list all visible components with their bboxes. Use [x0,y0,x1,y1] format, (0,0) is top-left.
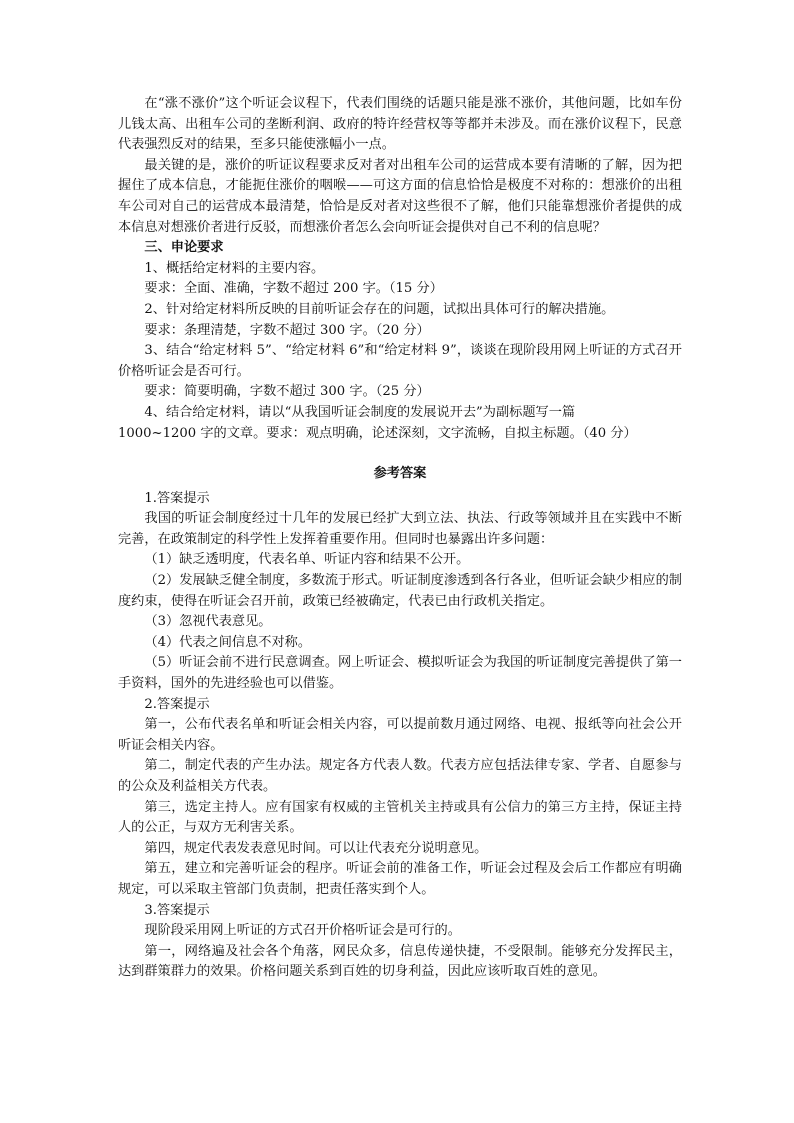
requirement-item-4-continued: 1000~1200 字的文章。要求：观点明确，论述深刻，文字流畅，自拟主标题。（40 分） [118,425,637,441]
requirements-heading: 三、申论要求 [144,240,224,256]
answer-1-point: （2）发展缺乏健全制度，多数流于形式。听证制度渗透到各行各业，但听证会缺少相应的制度约束，使得在听证会召开前，政策已经被确定，代表已由行政机关指定。 [118,573,682,609]
answer-1-point: （3）忽视代表意见。 [144,614,272,630]
requirement-note-1: 要求：全面、准确，字数不超过 200 字。（15 分） [144,281,443,297]
requirement-note-3: 要求：简要明确，字数不超过 300 字。（25 分） [144,384,430,400]
answer-3-point: 第一，网络遍及社会各个角落，网民众多，信息传递快捷，不受限制。能够充分发挥民主，达到群策群力的效果。价格问题关系到百姓的切身利益，因此应该听取百姓的意见。 [118,943,682,980]
requirement-item-3: 3、结合“给定材料 5”、“给定材料 6”和“给定材料 9”，谈谈在现阶段用网上听证的方式召开价格听证会是否可行。 [118,343,682,379]
material-paragraph-1: 在“涨不涨价”这个听证会议程下，代表们围绕的话题只能是涨不涨价，其他问题，比如车份儿钱太高、出租车公司的垄断利润、政府的特许经营权等等都并未涉及。而在涨价议程下，民意代表强烈反对的结果，至多只能使涨幅小一点。 [118,96,682,153]
answer-2-point: 第五，建立和完善听证会的程序。听证会前的准备工作，听证会过程及会后工作都应有明确规定，可以采取主管部门负责制，把责任落实到个人。 [118,861,682,897]
requirement-note-2: 要求：条理清楚，字数不超过 300 字。（20 分） [144,322,430,338]
answer-2-point: 第三，选定主持人。应有国家有权威的主管机关主持或具有公信力的第三方主持，保证主持人的公正，与双方无利害关系。 [118,799,682,836]
answer-2-point: 第四，规定代表发表意见时间。可以让代表充分说明意见。 [144,840,488,856]
material-paragraph-2: 最关键的是，涨价的听证议程要求反对者对出租车公司的运营成本要有清晰的了解，因为把握住了成本信息，才能扼住涨价的咽喉——可这方面的信息恰恰是极度不对称的：想涨价的出租车公司对自己的运营成本最清楚，恰恰是反对者对这些很不了解，他们只能靠想涨价者提供的成本信息对想涨价者进行反驳，而想涨价者怎么会向听证会提供对自己不利的信息呢？ [118,157,682,235]
answer-1-point: （1）缺乏透明度，代表名单、听证内容和结果不公开。 [144,552,470,568]
answers-title: 参考答案 [373,466,427,482]
answer-1-point: （5）听证会前不进行民意调查。网上听证会、模拟听证会为我国的听证制度完善提供了第一手资料，国外的先进经验也可以借鉴。 [118,655,682,692]
answer-1-intro: 我国的听证会制度经过十几年的发展已经扩大到立法、执法、行政等领域并且在实践中不断完善，在政策制定的科学性上发挥着重要作用。但同时也暴露出许多问题： [118,511,682,547]
requirement-item-2: 2、针对给定材料所反映的目前听证会存在的问题，试拟出具体可行的解决措施。 [144,301,615,317]
document-page [118,94,682,983]
answer-3-point: 现阶段采用网上听证的方式召开价格听证会是可行的。 [144,923,461,939]
answer-2-label: 2.答案提示 [144,696,210,712]
answer-2-point: 第一，公布代表名单和听证会相关内容，可以提前数月通过网络、电视、报纸等向社会公开听证会相关内容。 [118,717,682,753]
answer-1-point: （4）代表之间信息不对称。 [144,634,312,650]
answer-3-label: 3.答案提示 [144,902,210,918]
answer-2-point: 第二，制定代表的产生办法。规定各方代表人数。代表方应包括法律专家、学者、自愿参与的公众及利益相关方代表。 [118,758,682,794]
answer-1-label: 1.答案提示 [144,490,210,506]
requirement-item-1: 1、概括给定材料的主要内容。 [144,260,325,276]
requirement-item-4: 4、结合给定材料，请以“从我国听证会制度的发展说开去”为副标题写一篇 [144,404,576,420]
